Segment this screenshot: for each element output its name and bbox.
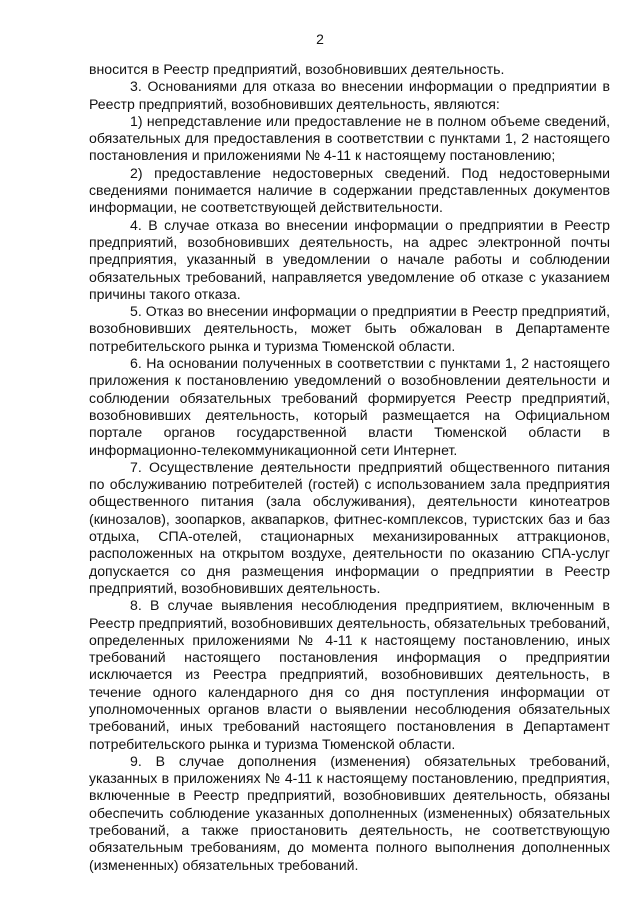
paragraph-8: 8. В случае выявления несоблюдения предприятием, включенным в Реестр предприятий, возобновивших деятельность, обязательных требований, определенных приложениями № 4-11 к настоящему постановлению, иных требований настоящего постановления информация о предприятии исключается из Реестра предприятий, возобновивших деятельность, в течение одного календарного дня со дня поступления информации от уполномоченных органов власти о выявлении несоблюдения обязательных требований, иных требований настоящего постановления в Департамент потребительского рынка и туризма Тюменской области.	[89, 597, 610, 752]
paragraph-3-item-1: 1) непредставление или предоставление не в полном объеме сведений, обязательных для предоставления в соответствии с пунктами 1, 2 настоящего постановления и приложениями № 4-11 к настоящему постановлению;	[89, 112, 610, 164]
document-body	[89, 61, 610, 874]
paragraph-3-item-2: 2) предоставление недостоверных сведений. Под недостоверными сведениями понимается наличие в содержании представленных документов информации, не соответствующей действительности.	[89, 164, 610, 216]
page-number: 2	[316, 31, 324, 47]
paragraph-5: 5. Отказ во внесении информации о предприятии в Реестр предприятий, возобновивших деятельность, может быть обжалован в Департаменте потребительского рынка и туризма Тюменской области.	[89, 303, 610, 354]
paragraph-4: 4. В случае отказа во внесении информации о предприятии в Реестр предприятий, возобновивших деятельность, на адрес электронной почты предприятия, указанный в уведомлении о начале работы и соблюдении обязательных требований, направляется уведомление об отказе с указанием причины такого отказа.	[89, 216, 610, 302]
paragraph-continuation: вносится в Реестр предприятий, возобновивших деятельность.	[89, 61, 505, 77]
paragraph-9: 9. В случае дополнения (изменения) обязательных требований, указанных в приложениях № 4-11 к настоящему постановлению, предприятия, включенные в Реестр предприятий, возобновивших деятельность, обязаны обеспечить соблюдение указанных дополненных (измененных) обязательных требований, а также приостановить деятельность, не соответствующую обязательным требованиям, до момента полного выполнения дополненных (измененных) обязательных требований.	[89, 752, 610, 873]
paragraph-7: 7. Осуществление деятельности предприятий общественного питания по обслуживанию потребителей (гостей) с использованием зала предприятия общественного питания (зала обслуживания), деятельности кинотеатров (кинозалов), зоопарков, аквапарков, фитнес-комплексов, туристских баз и баз отдыха, СПА-отелей, стационарных механизированных аттракционов, расположенных на открытом воздухе, деятельности по оказанию СПА-услуг допускается со дня размещения информации о предприятии в Реестр предприятий, возобновивших деятельность.	[89, 458, 610, 596]
paragraph-6: 6. На основании полученных в соответствии с пунктами 1, 2 настоящего приложения к постановлению уведомлений о возобновлении деятельности и соблюдении обязательных требований формируется Реестр предприятий, возобновивших деятельность, который размещается на Официальном портале органов государственной власти Тюменской области в информационно-телекоммуникационной сети Интернет.	[89, 355, 610, 458]
paragraph-3: 3. Основаниями для отказа во внесении информации о предприятии в Реестр предприятий, возобновивших деятельность, являются:	[89, 78, 610, 112]
